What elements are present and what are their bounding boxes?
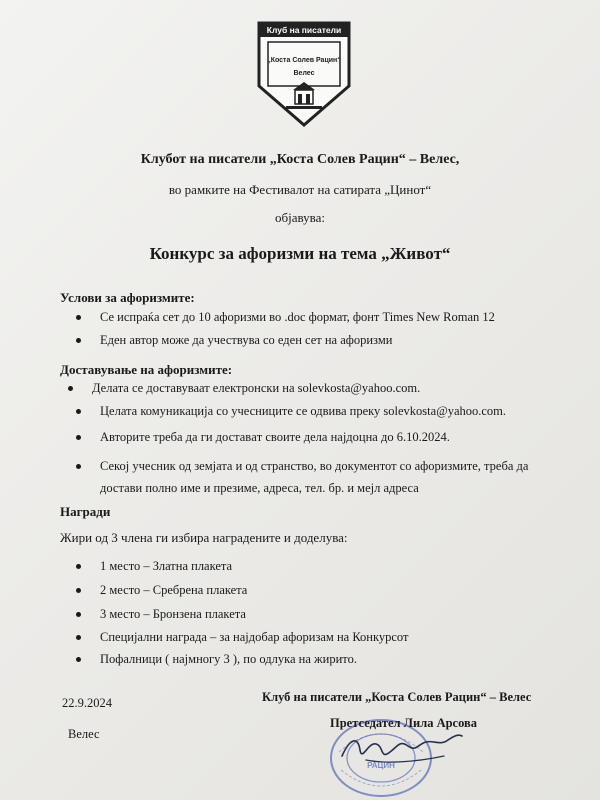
page-title: Конкурс за афоризми на тема „Живот“ (149, 244, 451, 263)
list-item (100, 630, 408, 645)
list-item (100, 333, 392, 348)
stamp-center-text: РАЦИН (367, 761, 395, 770)
logo-top-text: Клуб на писатели (266, 25, 342, 35)
place: Велес (68, 727, 100, 741)
bullet-icon (76, 657, 81, 662)
delivery-heading: Доставување на афоризмите: (60, 362, 233, 377)
header-line-3: објавува: (274, 210, 326, 225)
list-item (100, 430, 450, 445)
list-item-text: Делата се доставуваат електронски на solevkosta@yahoo.com. (92, 381, 421, 395)
header-line-1: Клубот на писатели „Коста Солев Рацин“ – Велес, (140, 152, 460, 167)
list-item-text: Специјални награда – за најдобар афоризам на Конкурсот (100, 630, 409, 644)
list-item-text: 1 место – Златна плакета (100, 559, 233, 573)
signature-icon (336, 716, 466, 776)
logo-inner-text: „Коста Солев Рацин“ (267, 57, 341, 64)
list-item (92, 381, 420, 396)
conditions-heading: Услови за афоризмите: (60, 290, 195, 305)
bullet-icon (68, 386, 73, 391)
list-item-text: 3 место – Бронзена плакета (100, 607, 246, 621)
bullet-icon (76, 435, 81, 440)
bullet-icon (76, 464, 81, 469)
awards-intro: Жири од 3 члена ги избира наградените и доделува: (60, 530, 348, 545)
list-item (100, 559, 232, 574)
signatory-org: Клуб на писатели „Коста Солев Рацин“ – Велес (262, 690, 532, 704)
bullet-icon (76, 564, 81, 569)
list-item (100, 607, 246, 622)
date: 22.9.2024 (62, 696, 112, 710)
bullet-icon (76, 635, 81, 640)
bullet-icon (76, 588, 81, 593)
list-item-text: Пофалници ( најмногу 3 ), по одлука на жирито. (100, 652, 357, 666)
header-line-2: во рамките на Фестивалот на сатирата „Цинот“ (168, 182, 432, 197)
list-item-text: Се испраќа сет до 10 афоризми во .doc формат, фонт Times New Roman 12 (100, 310, 495, 324)
bullet-icon (76, 612, 81, 617)
list-item (100, 583, 247, 598)
club-logo (256, 20, 352, 128)
bullet-icon (76, 338, 81, 343)
logo-city: Велес (293, 70, 315, 77)
bullet-icon (76, 315, 81, 320)
list-item-text: Авторите треба да ги доставaт своите дела најдоцна до 6.10.2024. (100, 430, 450, 444)
list-item (100, 310, 495, 325)
signatory-president: Претседател Лила Арсова (330, 716, 478, 730)
bullet-icon (76, 409, 81, 414)
list-item-text: Еден автор може да учествува со еден сет на афоризми (100, 333, 393, 347)
list-item (100, 404, 506, 419)
list-item (100, 652, 357, 667)
list-item-text: Секој учесник од земјата и од странство, во документот со афоризмите, треба да достави полно име и презиме, адреса, тел. бр. и мејл адреса (100, 459, 529, 495)
list-item (100, 455, 570, 499)
list-item-text: 2 место – Сребрена плакета (100, 583, 248, 597)
list-item-text: Целата комуникација со учесниците се одвива преку solevkosta@yahoo.com. (100, 404, 507, 418)
awards-heading: Награди (60, 504, 111, 519)
